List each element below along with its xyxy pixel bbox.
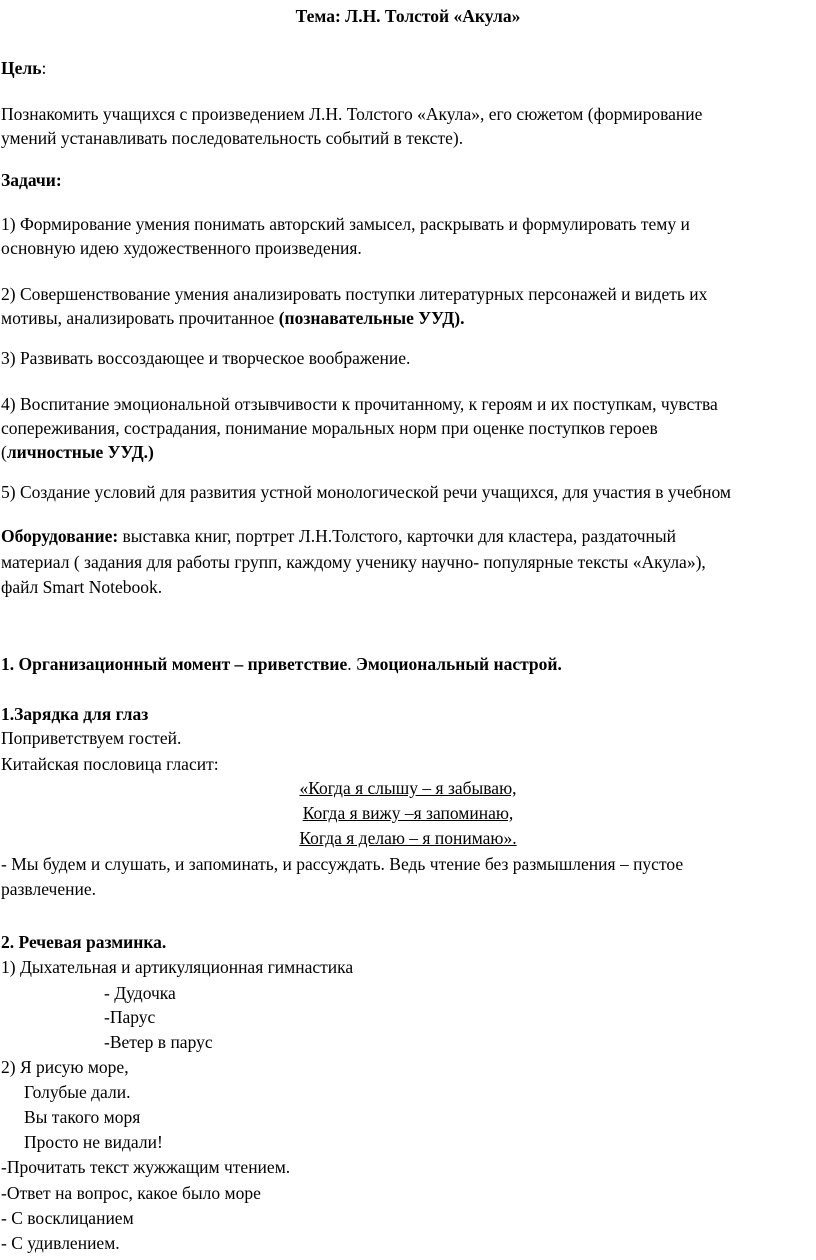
proverb-line-1: «Когда я слышу – я забываю, <box>299 778 517 798</box>
document-title: Тема: Л.Н. Толстой «Акула» <box>295 6 521 26</box>
equipment-label: Оборудование: <box>1 526 119 546</box>
task-4-line-2: сопереживания, сострадания, понимание моральных норм при оценке поступков героев <box>1 418 658 438</box>
task-2-uud-label: (познавательные УУД). <box>278 308 465 328</box>
eyes-after-line-2: развлечение. <box>1 879 96 899</box>
exercise-veter: -Ветер в парус <box>104 1032 213 1052</box>
equipment-line-2: материал ( задания для работы групп, каждому ученику научно- популярные тексты «Акула»), <box>1 552 706 572</box>
poem-line-1: 2) Я рисую море, <box>1 1057 129 1077</box>
exercise-dudochka: - Дудочка <box>104 983 176 1003</box>
task-2-text: мотивы, анализировать прочитанное <box>1 308 279 328</box>
poem-line-4: Просто не видали! <box>24 1132 163 1152</box>
task-1-line-1: 1) Формирование умения понимать авторский замысел, раскрывать и формулировать тему и <box>1 214 690 234</box>
task-4-line-1: 4) Воспитание эмоциональной отзывчивости к прочитанному, к героям и их поступкам, чувства <box>1 394 718 414</box>
task-2-line-1: 2) Совершенствование умения анализировать поступки литературных персонажей и видеть их <box>1 284 708 304</box>
task-4-line-3 <box>1 440 154 464</box>
eyes-heading: 1.Зарядка для глаз <box>1 704 149 724</box>
reading-line-2: -Ответ на вопрос, какое было море <box>1 1183 261 1203</box>
eyes-line-2: Китайская пословица гласит: <box>1 754 219 774</box>
goal-text-line-2: умений устанавливать последовательность событий в тексте). <box>1 128 464 148</box>
section-1-heading-b: Эмоциональный настрой. <box>356 654 562 674</box>
poem-line-3: Вы такого моря <box>24 1107 141 1127</box>
task-2-line-2 <box>1 306 464 330</box>
section-1-heading-a: 1. Организационный момент – приветствие <box>1 654 348 674</box>
section-2-item-1: 1) Дыхательная и артикуляционная гимнастика <box>1 957 354 977</box>
eyes-line-1: Поприветствуем гостей. <box>1 728 182 748</box>
goal-colon: : <box>41 58 47 78</box>
task-5: 5) Создание условий для развития устной монологической речи учащихся, для участия в учебном <box>1 482 731 502</box>
eyes-after-line-1: - Мы будем и слушать, и запоминать, и рассуждать. Ведь чтение без размышления – пустое <box>1 854 684 874</box>
task-4-paren: ( <box>1 442 7 462</box>
reading-line-1: -Прочитать текст жужжащим чтением. <box>1 1157 291 1177</box>
section-1-heading <box>1 652 562 676</box>
tasks-heading: Задачи: <box>1 170 62 190</box>
section-2-heading: 2. Речевая разминка. <box>1 932 167 952</box>
task-1-line-2: основную идею художественного произведения. <box>1 238 362 258</box>
reading-line-3: - С восклицанием <box>1 1208 134 1228</box>
poem-line-2: Голубые дали. <box>24 1082 131 1102</box>
goal-text-line-1: Познакомить учащихся с произведением Л.Н. Толстого «Акула», его сюжетом (формирование <box>1 104 703 124</box>
proverb-line-3: Когда я делаю – я понимаю». <box>299 828 517 848</box>
section-1-separator: . <box>347 654 357 674</box>
proverb-line-2: Когда я вижу –я запоминаю, <box>302 803 514 823</box>
equipment-text: выставка книг, портрет Л.Н.Толстого, карточки для кластера, раздаточный <box>118 526 677 546</box>
equipment-line-3: файл Smart Notebook. <box>1 577 163 597</box>
exercise-parus: -Парус <box>104 1007 156 1027</box>
reading-line-4: - С удивлением. <box>1 1233 120 1253</box>
task-3: 3) Развивать воссоздающее и творческое воображение. <box>1 348 411 368</box>
goal-label: Цель <box>1 58 42 78</box>
equipment-line-1 <box>1 524 676 548</box>
task-4-uud-label: личностные УУД.) <box>6 442 154 462</box>
goal-heading <box>1 56 46 80</box>
